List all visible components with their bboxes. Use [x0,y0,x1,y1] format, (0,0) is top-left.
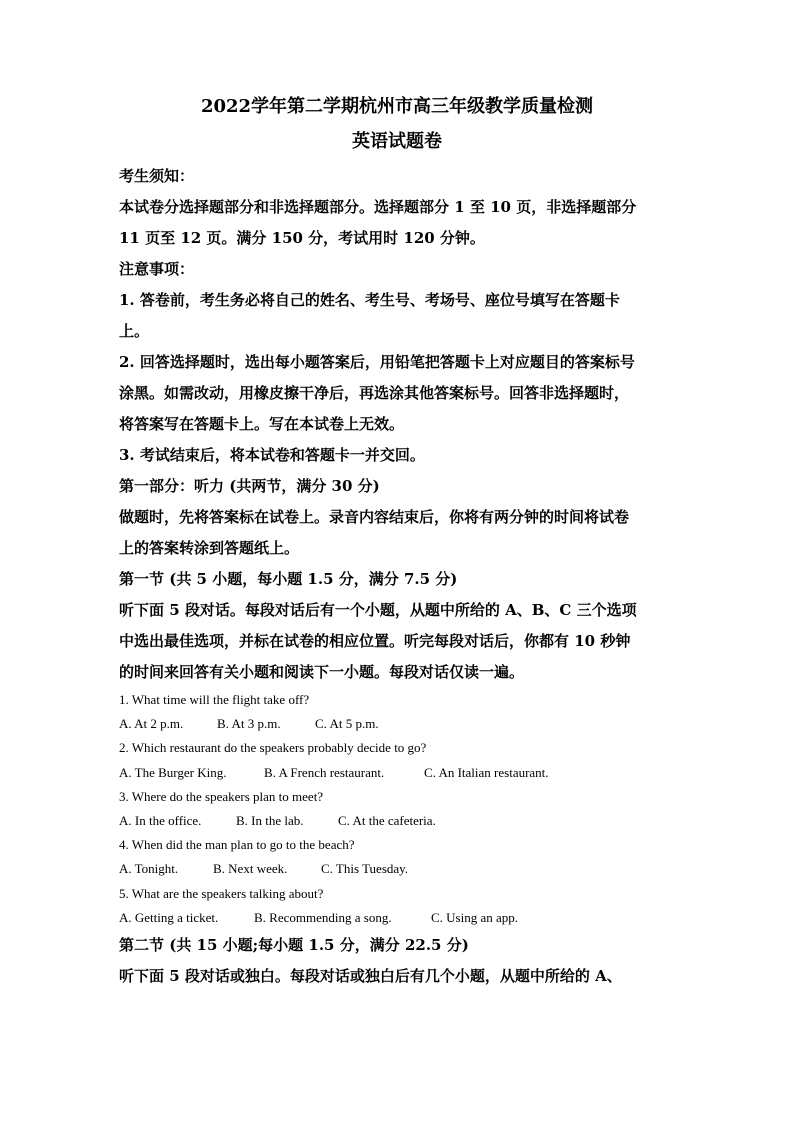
option-c: C. An Italian restaurant. [424,764,549,780]
attention-item-2: 2. 回答选择题时，选出每小题答案后，用铅笔把答题卡上对应题目的答案标号 [119,353,635,371]
option-b: B. Next week. [213,861,288,877]
option-a: A. The Burger King. [119,764,227,780]
part1-description: 做题时，先将答案标在试卷上。录音内容结束后，你将有两分钟的时间将试卷 [119,508,630,526]
option-b: B. A French restaurant. [264,764,385,780]
exam-title: 2022学年第二学期杭州市高三年级教学质量检测 [200,96,594,117]
option-b: B. At 3 p.m. [217,716,281,732]
option-c: C. Using an app. [431,909,519,925]
option-b: B. In the lab. [236,813,304,829]
section1-description: 中选出最佳选项，并标在试卷的相应位置。听完每段对话后，你都有 10 秒钟 [119,632,631,650]
option-c: C. At the cafeteria. [338,813,436,829]
option-a: A. At 2 p.m. [119,716,184,732]
question-options [119,906,675,930]
exam-subtitle: 英语试题卷 [352,131,442,152]
question-stem: 3. Where do the speakers plan to meet? [119,788,324,804]
option-a: A. In the office. [119,813,202,829]
question-stem: 1. What time will the flight take off? [119,692,310,707]
question-options [119,761,675,785]
notice-heading: 考生须知： [119,167,195,185]
section1-heading: 第一节 (共 5 小题，每小题 1.5 分，满分 7.5 分) [119,570,458,588]
attention-item-1: 1. 答卷前，考生务必将自己的姓名、考生号、考场号、座位号填写在答题卡 [119,291,620,309]
question-options [119,857,675,881]
question-stem: 4. When did the man plan to go to the beach? [119,837,355,853]
section1-description: 听下面 5 段对话。每段对话后有一个小题，从题中所给的 A、B、C 三个选项 [119,601,637,619]
page-content [119,96,675,992]
notice-line: 11 页至 12 页。满分 150 分，考试用时 120 分钟。 [119,229,485,247]
option-c: C. At 5 p.m. [315,716,379,732]
section1-description: 的时间来回答有关小题和阅读下一小题。每段对话仅读一遍。 [119,663,525,681]
attention-item-3: 3. 考试结束后，将本试卷和答题卡一并交回。 [119,446,425,464]
section2-heading: 第二节 (共 15 小题;每小题 1.5 分，满分 22.5 分) [119,936,469,955]
question-options [119,809,675,833]
attention-item-2-cont: 涂黑。如需改动，用橡皮擦干净后，再选涂其他答案标号。回答非选择题时， [119,384,630,402]
question-stem: 2. Which restaurant do the speakers probably decide to go? [119,740,427,756]
attention-item-1-cont: 上。 [119,322,150,340]
option-c: C. This Tuesday. [321,861,409,877]
attention-heading: 注意事项： [119,260,195,278]
part1-description: 上的答案转涂到答题纸上。 [119,539,300,557]
question-list [119,688,675,930]
notice-line: 本试卷分选择题部分和非选择题部分。选择题部分 1 至 10 页，非选择题部分 [119,198,637,216]
attention-item-2-cont: 将答案写在答题卡上。写在本试卷上无效。 [119,415,405,433]
section2-description: 听下面 5 段对话或独白。每段对话或独白后有几个小题，从题中所给的 A、 [119,967,622,986]
option-b: B. Recommending a song. [254,909,392,925]
question-options [119,712,675,736]
option-a: A. Tonight. [119,861,179,877]
part1-heading: 第一部分：听力 (共两节，满分 30 分) [119,477,380,495]
question-stem: 5. What are the speakers talking about? [119,885,324,901]
option-a: A. Getting a ticket. [119,909,219,925]
